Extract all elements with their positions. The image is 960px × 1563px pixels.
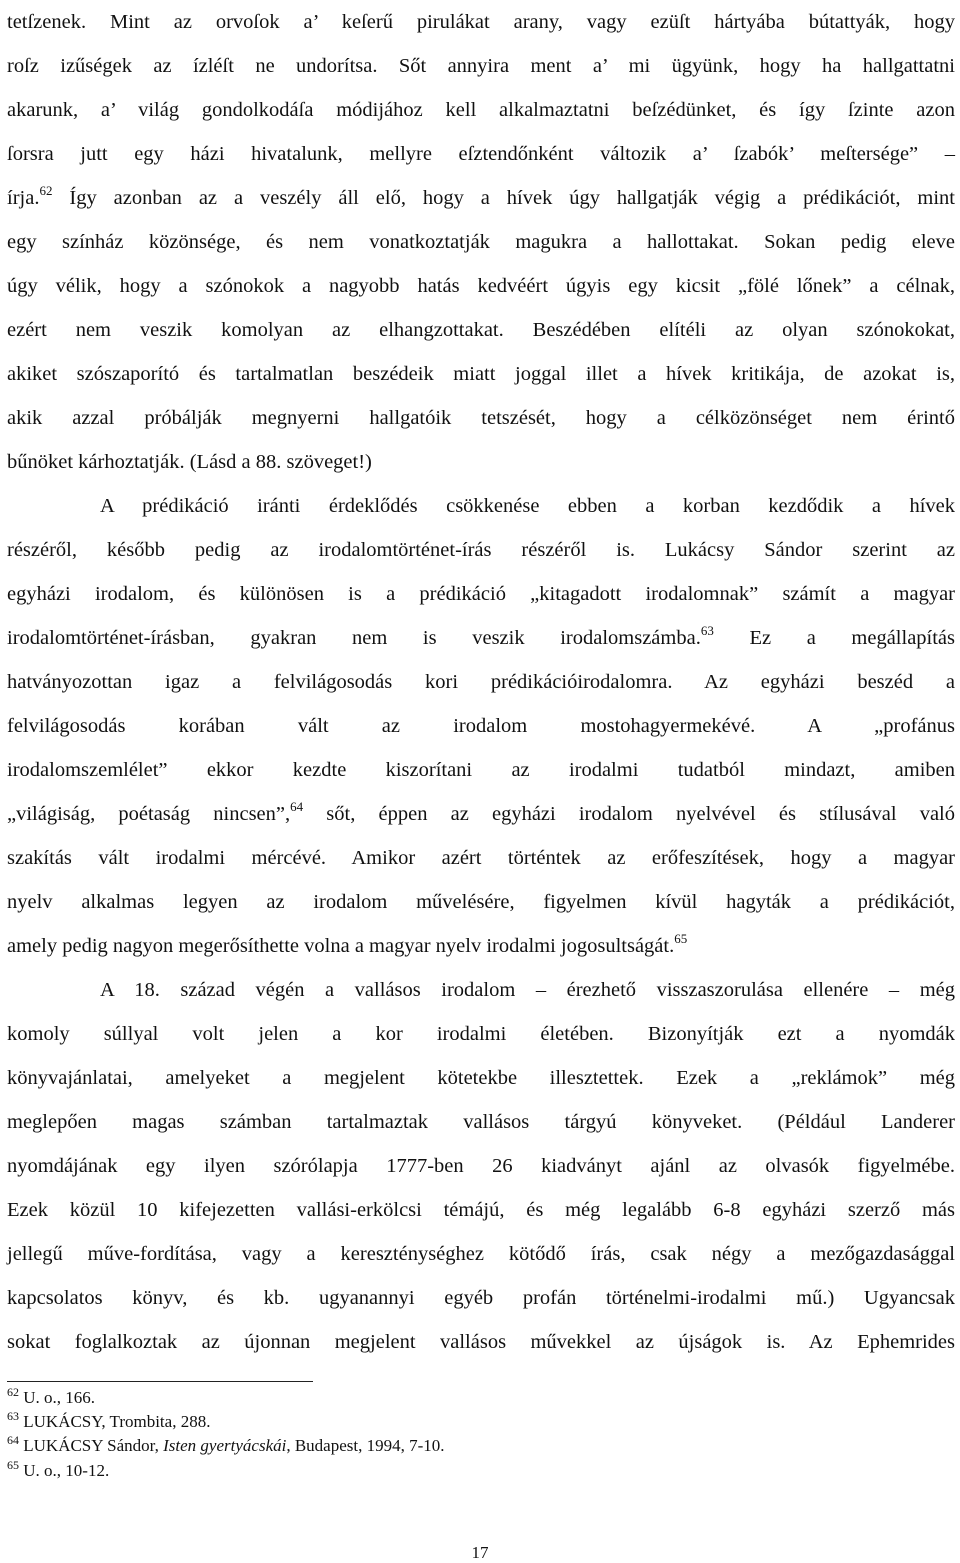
footnote-ref: 65 (674, 931, 688, 946)
text-line: részéről, később pedig az irodalomtörténet-írás részéről is. Lukácsy Sándor szerint az (7, 539, 955, 561)
body-text (7, 0, 955, 1364)
text-line: szakítás vált irodalmi mércévé. Amikor azért történtek az erőfeszítések, hogy a magyar (7, 847, 955, 869)
text-line: könyvajánlatai, amelyeket a megjelent kötetekbe illesztettek. Ezek a „reklámok” még (7, 1067, 955, 1089)
text-line: A prédikáció iránti érdeklődés csökkenése ebben a korban kezdődik a hívek (100, 495, 955, 517)
text-line: irodalomszemlélet” ekkor kezdte kiszorítani az irodalmi tudatból mindazt, amiben (7, 759, 955, 781)
footnote-ref: 63 (700, 623, 714, 638)
text-line: hatványozottan igaz a felvilágosodás kori prédikációirodalomra. Az egyházi beszéd a (7, 671, 955, 693)
page-number: 17 (471, 1543, 489, 1562)
document-page (7, 0, 955, 1364)
text-line: „világiság, poétaság nincsen”,$^{64}$ sőt, éppen az egyházi irodalom nyelvével és stílusával való (7, 799, 956, 825)
text-line: kapcsolatos könyv, és kb. ugyanannyi egyéb profán történelmi-irodalmi mű.) Ugyancsak (7, 1287, 955, 1309)
footnote-separator (7, 1381, 313, 1382)
text-line: roſz izűségek az ízléſt ne undorítsa. Sőt annyira ment a’ mi ügyünk, hogy ha hallgattatni (7, 55, 955, 77)
footnotes (7, 1386, 445, 1483)
text-line: nyelv alkalmas legyen az irodalom művelésére, figyelmen kívül hagyták a prédikációt, (7, 891, 955, 913)
text-line: írja.$^{62}$ Így azonban az a veszély áll elő, hogy a hívek úgy hallgatják végig a prédikációt, mint (7, 183, 955, 209)
footnote-ref: 62 (39, 183, 53, 198)
footnote: $^{62}$ U. o., 166. (7, 1385, 96, 1407)
text-line: akik azzal próbálják megnyerni hallgatóik tetszését, hogy a célközönséget nem érintő (7, 407, 955, 429)
text-line: akiket szószaporító és tartalmatlan beszédeik miatt joggal illet a hívek kritikája, de azokat is, (7, 363, 955, 385)
text-line: ſorsra jutt egy házi hivatalunk, mellyre eſztendőnként változik a’ ſzabók’ meſtersége” – (7, 143, 955, 165)
footnote: $^{63}$ LUKÁCSY, Trombita, 288. (7, 1409, 211, 1432)
text-line: tetſzenek. Mint az orvoſok a’ keſerű pirulákat arany, vagy ezüſt hártyába bútattyák, hogy (7, 11, 955, 33)
text-line: meglepően magas számban tartalmaztak vallásos tárgyú könyveket. (Például Landerer (7, 1111, 955, 1133)
text-line: jellegű műve-fordítása, vagy a kereszténységhez kötődő írás, csak négy a mezőgazdasággal (7, 1243, 955, 1265)
text-line: komoly súllyal volt jelen a kor irodalmi életében. Bizonyítják ezt a nyomdák (7, 1023, 955, 1045)
text-line: Ezek közül 10 kifejezetten vallási-erkölcsi témájú, és még legalább 6-8 egyházi szerző más (7, 1199, 955, 1221)
text-line: akarunk, a’ világ gondolkodáſa módijához kell alkalmaztatni beſzédünket, és így ſzinte azon (7, 99, 955, 121)
text-line: bűnöket kárhoztatják. (Lásd a 88. szöveget!) (7, 451, 372, 473)
text-line: amely pedig nagyon megerősíthette volna a magyar nyelv irodalmi jogosultságát.$^{65}$ (7, 931, 688, 957)
text-line: úgy vélik, hogy a szónokok a nagyobb hatás kedvéért úgyis egy kicsit „fölé lőnek” a célnak, (7, 275, 955, 297)
text-line: ezért nem veszik komolyan az elhangzottakat. Beszédében elítéli az olyan szónokokat, (7, 319, 955, 341)
text-line: A 18. század végén a vallásos irodalom – érezhető visszaszorulása ellenére – még (100, 979, 955, 1001)
text-line: felvilágosodás korában vált az irodalom mostohagyermekévé. A „profánus (7, 715, 955, 737)
footnote: $^{64}$ LUKÁCSY Sándor, Isten gyertyácskái, Budapest, 1994, 7-10. (7, 1433, 445, 1456)
text-line: nyomdájának egy ilyen szórólapja 1777-ben 26 kiadványt ajánl az olvasók figyelmébe. (7, 1155, 955, 1177)
text-line: irodalomtörténet-írásban, gyakran nem is veszik irodalomszámba.$^{63}$ Ez a megállapítás (7, 623, 956, 649)
footnote-ref: 64 (290, 799, 304, 814)
text-line: egy színház közönsége, és nem vonatkoztatják magukra a hallottakat. Sokan pedig eleve (7, 231, 955, 253)
text-line: egyházi irodalom, és különösen is a prédikáció „kitagadott irodalomnak” számít a magyar (7, 583, 955, 605)
footnote: $^{65}$ U. o., 10-12. (7, 1457, 110, 1480)
text-line: sokat foglalkoztak az újonnan megjelent vallásos művekkel az újságok is. Az Ephemrides (7, 1331, 955, 1353)
